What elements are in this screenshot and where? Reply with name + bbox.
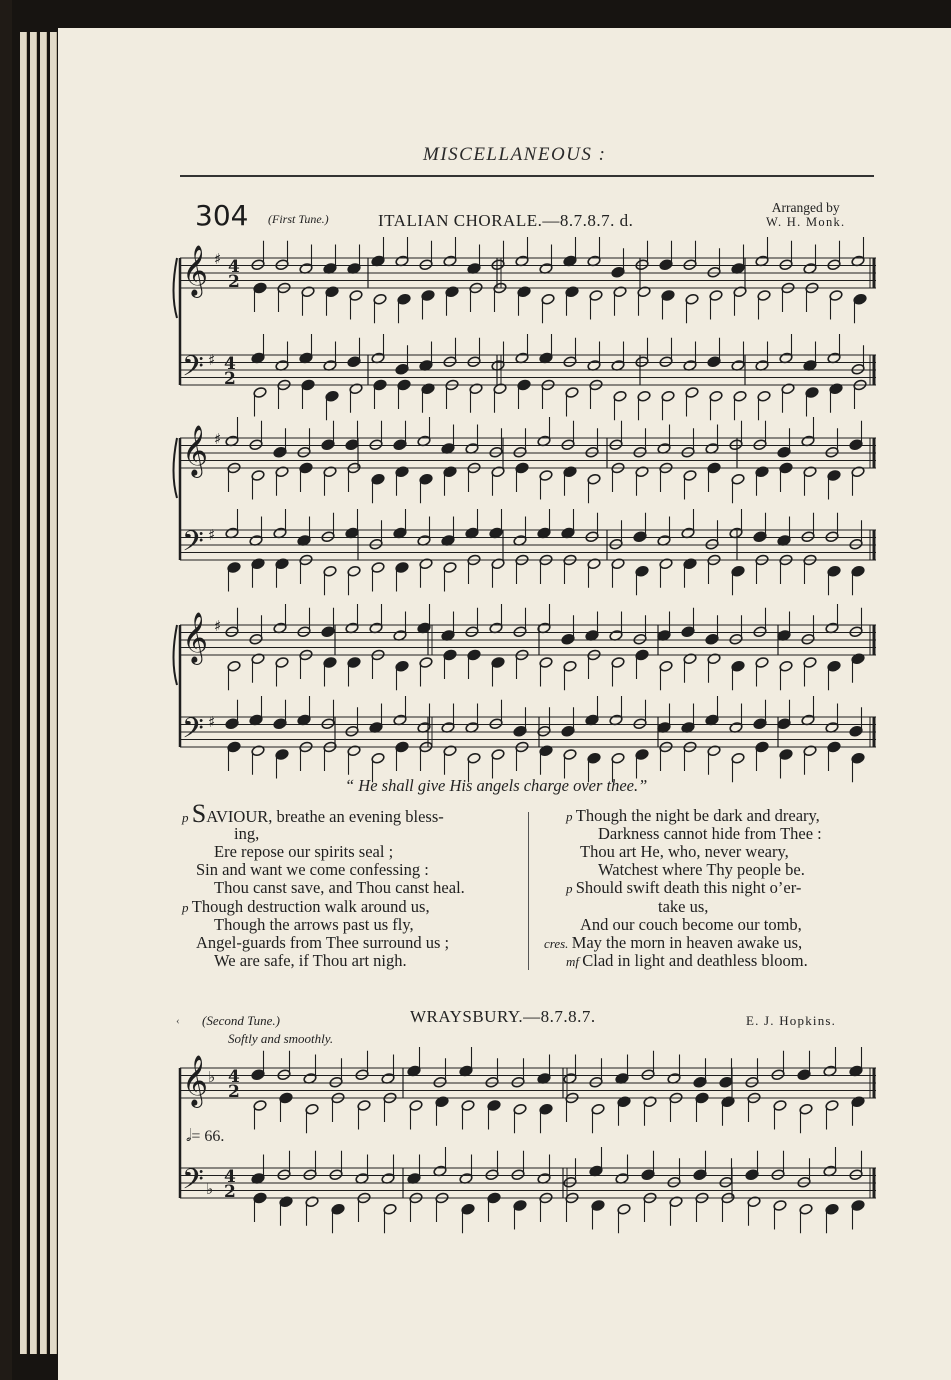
dynamic-marking: p: [182, 810, 192, 825]
tempo-marking: [186, 1126, 224, 1146]
verse-text: Ere repose our spirits seal ;: [214, 842, 394, 862]
verse-text: Angel-guards from Thee surround us ;: [196, 932, 450, 952]
verse-line: [598, 860, 805, 880]
verse-line: [182, 799, 444, 828]
verse-text: AVIOUR, breathe an evening bless-: [206, 807, 444, 826]
dynamic-marking: p: [182, 899, 192, 915]
verse-line: [182, 897, 430, 917]
verse-text: Watchest where Thy people be.: [598, 860, 805, 880]
verse-line: [598, 824, 822, 844]
key-signature: ♯: [208, 351, 216, 369]
time-signature-bottom: 2: [224, 369, 236, 389]
key-signature: ♯: [214, 617, 222, 635]
brace: [174, 258, 178, 318]
verse-line: [658, 897, 708, 917]
verse-text: Clad in light and deathless bloom.: [582, 950, 808, 970]
verse-line: [196, 933, 449, 953]
verse-text: Though destruction walk around us,: [191, 896, 430, 916]
treble-clef-icon: 𝄞: [182, 245, 209, 296]
time-signature-bottom: 2: [224, 1182, 236, 1202]
verse-line: [196, 860, 429, 880]
treble-clef-icon: 𝄞: [182, 612, 209, 663]
key-signature: ♯: [208, 526, 216, 544]
drop-cap: S: [191, 799, 207, 828]
verse-text: Though the night be dark and dreary,: [575, 806, 820, 825]
key-signature: ♯: [214, 250, 222, 268]
time-signature-bottom: 2: [228, 1082, 240, 1102]
verse-line: [214, 842, 393, 862]
verse-line: [214, 878, 465, 898]
margin-mark: ‹: [176, 1015, 180, 1027]
key-signature: ♯: [214, 430, 222, 448]
verse-line: [566, 878, 801, 898]
arranger-line-2: W. H. Monk.: [766, 215, 846, 229]
half-note-icon: 𝅗𝅥: [186, 1126, 192, 1145]
bass-clef-icon: 𝄢: [182, 712, 204, 752]
brace: [174, 625, 178, 685]
verse-line: [214, 915, 414, 935]
second-composer: E. J. Hopkins.: [746, 1013, 837, 1028]
page-header: MISCELLANEOUS :: [423, 144, 607, 165]
verse-text: Should swift death this night o’er-: [575, 878, 802, 898]
time-signature-top: 4: [228, 1067, 240, 1087]
verse-text: We are safe, if Thou art nigh.: [214, 950, 407, 970]
dynamic-marking: cres.: [544, 935, 572, 951]
verse-text: Thou art He, who, never weary,: [580, 842, 789, 862]
time-signature-top: 4: [228, 257, 240, 277]
bass-clef-icon: 𝄢: [182, 525, 204, 565]
tempo-value: = 66.: [191, 1128, 225, 1145]
time-signature-top: 4: [224, 354, 236, 374]
bass-clef-icon: 𝄢: [182, 350, 204, 390]
performance-direction: Softly and smoothly.: [228, 1031, 334, 1046]
verse-line: [566, 951, 808, 971]
time-signature-top: 4: [224, 1167, 236, 1187]
verse-line: [544, 933, 802, 953]
column-divider: [528, 812, 529, 970]
verse-line: [214, 951, 407, 971]
second-tune-label: (Second Tune.): [202, 1013, 280, 1028]
second-tune-name: WRAYSBURY.—8.7.8.7.: [410, 1007, 596, 1026]
tune-name: ITALIAN CHORALE.—8.7.8.7. d.: [378, 211, 634, 230]
verse-text: Darkness cannot hide from Thee :: [598, 824, 822, 844]
verse-text: Thou canst save, and Thou canst heal.: [214, 878, 465, 898]
verse-text: Sin and want we come confessing :: [196, 860, 429, 880]
treble-clef-icon: 𝄞: [182, 1055, 209, 1106]
dynamic-marking: p: [566, 881, 576, 897]
key-signature: ♭: [206, 1180, 214, 1198]
verse-line: [566, 806, 820, 826]
time-signature-bottom: 2: [228, 272, 240, 292]
bass-clef-icon: 𝄢: [182, 1163, 204, 1203]
verse-text: May the morn in heaven awake us,: [571, 932, 803, 952]
treble-clef-icon: 𝄞: [182, 425, 209, 476]
dynamic-marking: p: [566, 809, 576, 824]
verse-text: And our couch become our tomb,: [580, 914, 802, 934]
scripture-quote: “ He shall give His angels charge over thee.”: [345, 776, 648, 795]
brace: [174, 438, 178, 498]
key-signature: ♭: [208, 1068, 216, 1086]
dynamic-marking: mf: [566, 953, 583, 969]
verse-line: [580, 842, 789, 862]
verse-line: [580, 915, 802, 935]
verse-text: Though the arrows past us fly,: [214, 914, 414, 934]
arranger-line-1: Arranged by: [771, 200, 840, 215]
key-signature: ♯: [208, 713, 216, 731]
verse-text: ing,: [234, 824, 260, 844]
verse-line: [234, 824, 259, 844]
tune-label: (First Tune.): [268, 212, 329, 226]
verse-text: take us,: [658, 896, 709, 916]
hymn-number: 304: [195, 199, 249, 232]
